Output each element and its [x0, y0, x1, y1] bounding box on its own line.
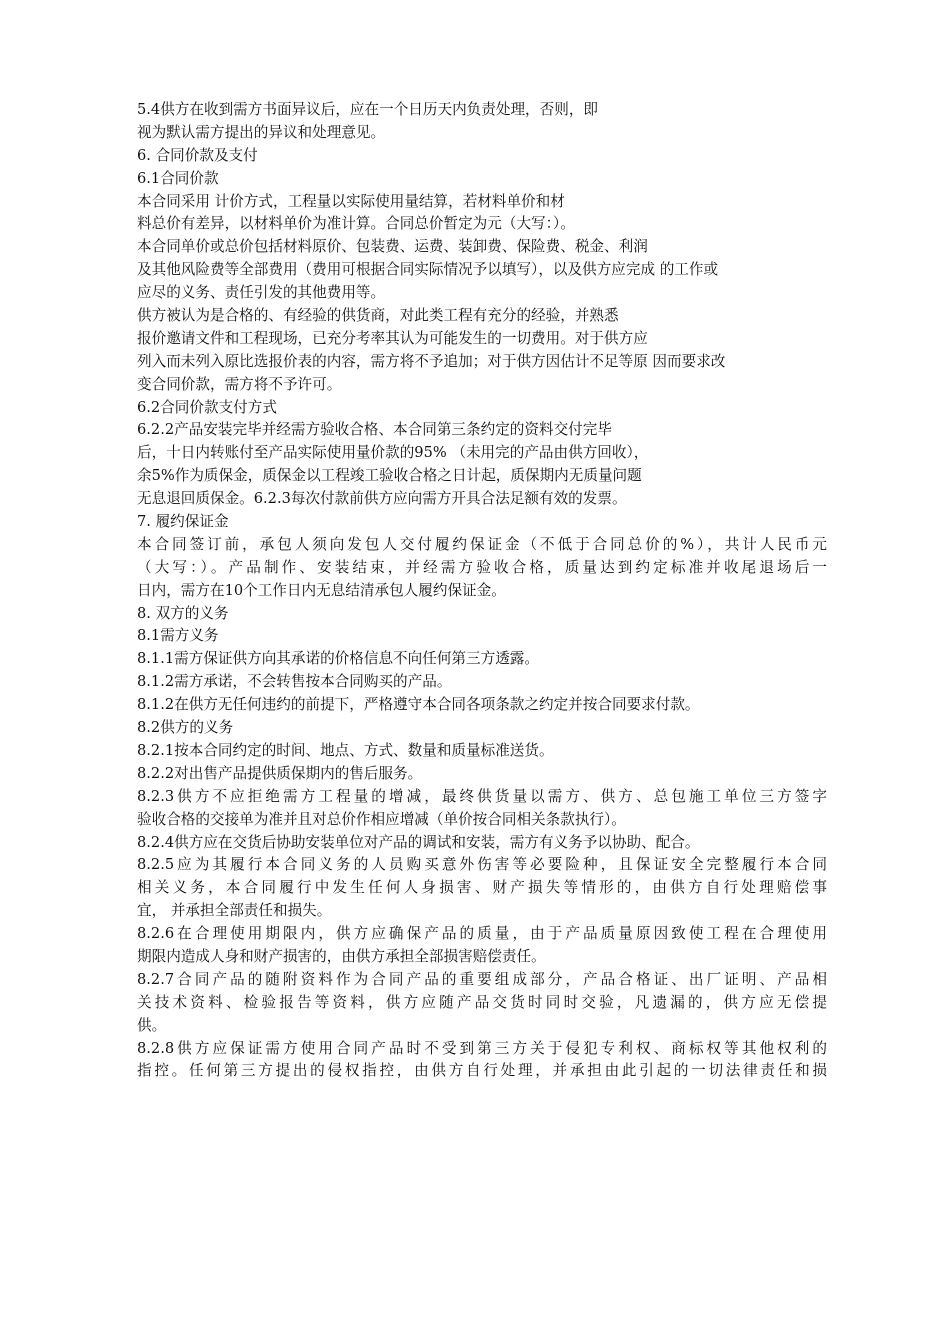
text-line: 8.2.8供方应保证需方使用合同产品时不受到第三方关于侵犯专利权、商标权等其他权利的	[137, 1039, 827, 1057]
text-line: 期限内造成人身和财产损害的，由供方承担全部损害赔偿责任。	[137, 947, 546, 965]
text-line: （大写：）。产品制作、安装结束，并经需方验收合格，质量达到约定标准并收尾退场后一	[137, 558, 827, 576]
text-line: 5.4供方在收到需方书面异议后，应在一个日历天内负责处理，否则，即	[137, 101, 599, 118]
text-line: 8.1.2需方承诺，不会转售按本合同购买的产品。	[137, 673, 452, 691]
text-line: 列入而未列入原比选报价表的内容，需方将不予追加；对于供方因估计不足等原 因而要求改	[137, 352, 726, 370]
text-line: 6.2.2产品安装完毕并经需方验收合格、本合同第三条约定的资料交付完毕	[137, 421, 612, 439]
text-line: 7. 履约保证金	[137, 513, 229, 531]
text-line: 8.2.1按本合同约定的时间、地点、方式、数量和质量标准送货。	[137, 741, 554, 759]
text-line: 报价邀请文件和工程现场，已充分考率其认为可能发生的一切费用。对于供方应	[137, 329, 648, 347]
text-line: 6. 合同价款及支付	[137, 146, 258, 164]
text-line: 8.2.7合同产品的随附资料作为合同产品的重要组成部分，产品合格证、出厂证明、产品相	[137, 970, 827, 988]
document-page	[137, 99, 837, 1083]
text-line: 料总价有差异，以材料单价为准计算。合同总价暂定为元（大写：）。	[137, 215, 575, 233]
text-line: 相关义务，本合同履行中发生任何人身损害、财产损失等情形的，由供方自行处理赔偿事	[137, 879, 827, 897]
text-line: 本合同签订前，承包人须向发包人交付履约保证金（不低于合同总价的%），共计人民币元	[137, 535, 827, 553]
text-line: 指控。任何第三方提出的侵权指控，由供方自行处理，并承担由此引起的一切法律责任和损	[137, 1062, 827, 1080]
text-line: 视为默认需方提出的异议和处理意见。	[137, 123, 386, 141]
text-line: 无息退回质保金。6.2.3每次付款前供方应向需方开具合法足额有效的发票。	[137, 490, 627, 508]
text-line: 供。	[137, 1016, 167, 1034]
text-line: 应尽的义务、责任引发的其他费用等。	[137, 284, 386, 302]
text-line: 8.2.4供方应在交货后协助安装单位对产品的调试和安装，需方有义务予以协助、配合。	[137, 833, 700, 851]
text-line: 8.2.2对出售产品提供质保期内的售后服务。	[137, 764, 423, 782]
text-line: 本合同采用 计价方式，工程量以实际使用量结算，若材料单价和材	[137, 192, 565, 210]
text-line: 日内，需方在10个工作日内无息结清承包人履约保证金。	[137, 581, 506, 599]
text-line: 及其他风险费等全部费用（费用可根据合同实际情况予以填写），以及供方应完成 的工作或	[137, 261, 719, 279]
text-line: 8.2.3供方不应拒绝需方工程量的增减，最终供货量以需方、供方、总包施工单位三方签字	[137, 787, 827, 805]
text-line: 验收合格的交接单为准并且对总价作相应增减（单价按合同相关条款执行）。	[137, 810, 626, 828]
text-line: 8.1.1需方保证供方向其承诺的价格信息不向任何第三方透露。	[137, 650, 539, 668]
text-line: 余5%作为质保金，质保金以工程竣工验收合格之日计起，质保期内无质量问题	[137, 467, 642, 485]
text-line: 8.2供方的义务	[137, 719, 234, 737]
text-line: 本合同单价或总价包括材料原价、包装费、运费、装卸费、保险费、税金、利润	[137, 238, 648, 256]
text-line: 变合同价款，需方将不予许可。	[137, 375, 342, 393]
text-line: 8.1.2在供方无任何违约的前提下，严格遵守本合同各项条款之约定并按合同要求付款。	[137, 696, 700, 714]
text-line: 后，十日内转账付至产品实际使用量价款的95% （未用完的产品由供方回收），	[137, 444, 649, 462]
text-line: 8.2.5应为其履行本合同义务的人员购买意外伤害等必要险种，且保证安全完整履行本合同	[137, 856, 827, 874]
text-line: 关技术资料、检验报告等资料，供方应随产品交货时同时交验，凡遗漏的，供方应无偿提	[137, 993, 827, 1011]
text-line: 6.1合同价款	[137, 169, 219, 187]
text-line: 宜， 并承担全部责任和损失。	[137, 902, 332, 920]
text-line: 8. 双方的义务	[137, 604, 229, 622]
text-line: 8.2.6在合理使用期限内，供方应确保产品的质量，由于产品质量原因致使工程在合理使用	[137, 925, 827, 943]
text-line: 6.2合同价款支付方式	[137, 398, 277, 416]
text-line: 8.1需方义务	[137, 627, 219, 645]
text-line: 供方被认为是合格的、有经验的供货商，对此类工程有充分的经验，并熟悉	[137, 307, 619, 325]
